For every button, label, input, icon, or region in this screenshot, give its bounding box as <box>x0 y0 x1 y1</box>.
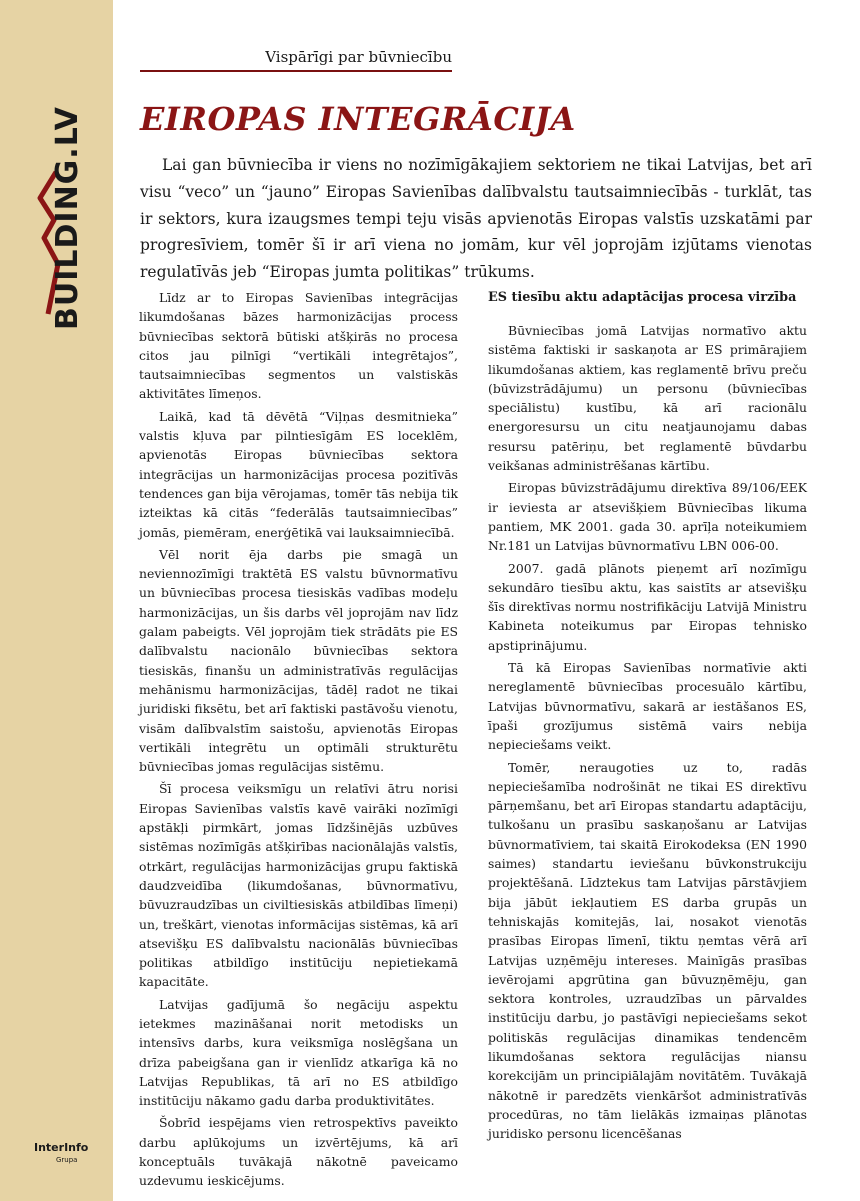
paragraph: Tomēr, neraugoties uz to, radās nepieciešamība nodrošināt ne tikai ES direktīvu pārņemšanu, bet arī Eiropas standartu adaptāciju, tulkošanu un prasību saskaņošanu ar Latvijas būvnormatīviem, tai skaitā Eirokodeksa (EN 1990 saimes) standartu ieviešanu būvkonstrukciju projektēšanā. Līdztekus tam Latvijas pārstāvjiem bija jābūt iekļautiem ES darba grupās un tehniskajās komitejās, lai, nosakot vienotās prasības Eiropas līmenī, tiktu ņemtas vērā arī Latvijas uzņēmēju intereses. Mainīgās prasības ievērojami apgrūtina gan būvuzņēmēju, gan sektora kontroles, uzraudzības un pārvaldes institūciju darbu, jo pastāvīgi nepieciešams sekot politiskās regulācijas dinamikas tendencēm likumdošanas sektora regulācijas niansu korekcijām un principiālajām novitātēm. Tuvākajā nākotnē ir paredzēts vienkāršot administratīvās procedūras, no tām lielākās izmaiņas plānotas juridisko personu licencēšanas <box>488 759 807 1142</box>
paragraph: Eiropas būvizstrādājumu direktīva 89/106/EEK ir ieviesta ar atsevišķiem Būvniecības likuma pantiem, MK 2001. gada 30. aprīļa noteikumiem Nr.181 un Latvijas būvnormatīvu LBN 006-00. <box>488 480 807 554</box>
paragraph: Latvijas gadījumā šo negāciju aspektu ietekmes mazināšanai norit metodisks un intensīvs darbs, kura veiksmīga noslēgšana un drīza pabeigšana gan ir vienlīdz atkarīga kā no Latvijas Republikas, tā arī no ES atbildīgo institūciju nākamo gadu darba produktivitātes. <box>139 996 458 1109</box>
publisher-sub: Grupa <box>56 1156 78 1164</box>
paragraph: Līdz ar to Eiropas Savienības integrācijas likumdošanas bāzes harmonizācijas process būvniecības sektorā būtiski atšķirās no procesa citos jau pilnīgi “vertikāli integrētajos”, tautsaimniecības segmentos un valstiskās aktivitātes līmeņos. <box>139 290 458 402</box>
page-title: EIROPAS INTEGRĀCIJA <box>140 100 576 138</box>
right-column <box>488 288 807 1146</box>
left-column <box>139 288 458 1194</box>
subsection-heading: ES tiesību aktu adaptācijas procesa virzība <box>488 290 797 305</box>
paragraph: Vēl norit ēja darbs pie smagā un neviennozīmīgi traktētā ES valstu būvnormatīvu un būvniecības procesa tiesiskās vadības modeļu harmonizācijas, un šis darbs vēl joprojām nav līdz galam pabeigts. Vēl joprojām tiek strādāts pie ES dalībvalstu nacionālo būvniecības sektora tiesiskās, finanšu un administratīvās regulācijas mehānismu harmonizācijas, tādēļ radot ne tikai juridiski fiksētu, bet arī faktiski pastāvošu vienotu, visām dalībvalstīm saistošu, apvienotās Eiropas vertikāli integrētu un optimāli strukturētu būvniecības jomas regulācijas sistēmu. <box>139 546 458 775</box>
lead-paragraph: Lai gan būvniecība ir viens no nozīmīgākajiem sektoriem ne tikai Latvijas, bet arī visu “veco” un “jauno” Eiropas Savienības dalībvalstu tautsaimniecībās - turklāt, tas ir sektors, kura izaugsmes tempi teju visās apvienotās Eiropas valstīs uzskatāmi par progresīviem, tomēr šī ir arī viena no jomām, kur vēl joprojām izjūtams vienotas regulatīvās jeb “Eiropas jumta politikas” trūkums. <box>140 156 812 282</box>
paragraph: 2007. gadā plānots pieņemt arī nozīmīgu sekundāro tiesību aktu, kas saistīts ar atsevišķu šīs direktīvas normu nostrifikāciju Latvijā Ministru Kabineta noteikumus par Eiropas tehnisko apstiprinājumu. <box>488 560 807 653</box>
sidebar-band <box>0 0 113 1201</box>
publisher-name: InterInfo <box>34 1141 89 1154</box>
paragraph: Laikā, kad tā dēvētā “Viļņas desmitnieka” valstis kļuva par pilntiesīgām ES loceklēm, apvienotās Eiropas būvniecības sektora integrācijas un harmonizācijas procesa pozitīvās tendences gan bija vērojamas, tomēr tās nebija tik izteiktas kā citās “federālās tautsaimniecības” jomās, piemēram, enerģētikā vai lauksaimniecībā. <box>139 408 458 540</box>
paragraph: Tā kā Eiropas Savienības normatīvie akti nereglamentē būvniecības procesuālo kārtību, Latvijas būvnormatīvu, sakarā ar iestāšanos ES, īpaši grozījumus sistēmā vairs nebija nepieciešams veikt. <box>488 660 807 753</box>
paragraph: Būvniecības jomā Latvijas normatīvo aktu sistēma faktiski ir saskaņota ar ES primārajiem likumdošanas aktiem, kas reglamentē brīvu preču (būvizstrādājumu) un personu (būvniecības speciālistu) kustību, kā arī racionālu energoresursu un citu neatjaunojamu dabas resursu patēriņu, bet reglamentē būvdarbu veikšanas administrēšanas kārtību. <box>488 323 807 474</box>
paragraph: Šī procesa veiksmīgu un relatīvi ātru norisi Eiropas Savienības valstīs kavē vairāki nozīmīgi apstākļi pirmkārt, jomas līdzšinējās uzbūves sistēmas nozīmīgās atšķirības nacionālajās valstīs, otrkārt, regulācijas harmonizācijas grupu faktiskā daudzveidība (likumdošanas, būvnormatīvu, būvuzraudzības un civiltiesiskās atbildības līmeņi) un, treškārt, vienotas informācijas sistēmas, kā arī atsevišķu ES dalībvalstu nacionālās būvniecības politikas atbildīgo institūciju nepietiekamā kapacitāte. <box>139 781 458 990</box>
brand-logo-text: BUILDING.LV <box>50 106 85 330</box>
paragraph: Šobrīd iespējams vien retrospektīvs paveikto darbu aplūkojums un izvērtējums, kā arī konceptuāls tuvākajā nākotnē paveicamo uzdevumu ieskicējums. <box>139 1115 458 1189</box>
section-header: Vispārīgi par būvniecību <box>140 48 452 72</box>
publisher-logo <box>34 1142 94 1166</box>
